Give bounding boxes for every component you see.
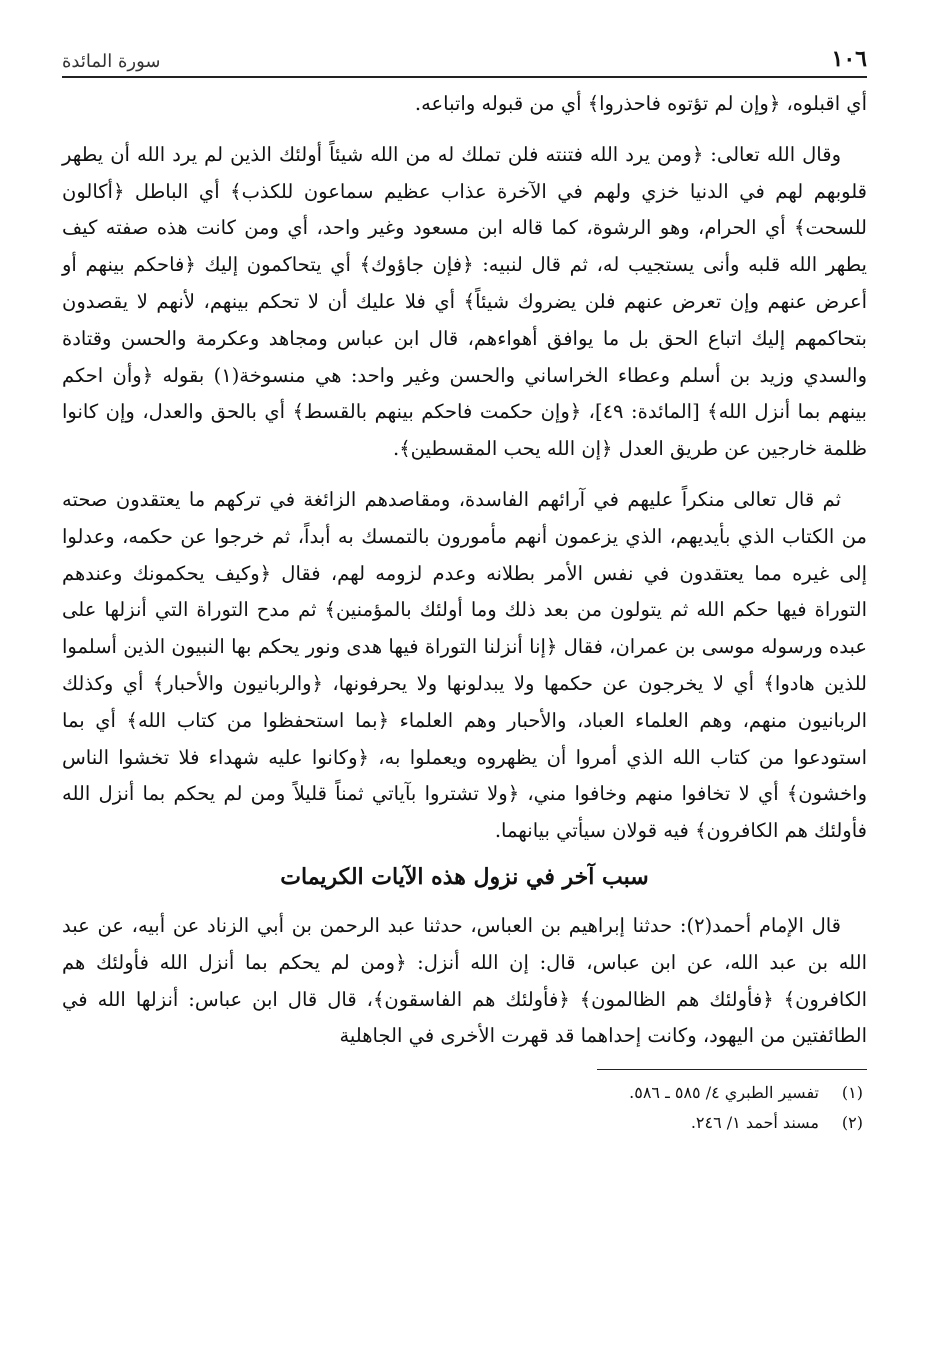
surah-title: سورة المائدة [62,51,161,72]
footnote-number: (٢) [841,1113,863,1133]
paragraph: وقال الله تعالى: ﴿ومن يرد الله فتنته فلن تملك له من الله شيئاً أولئك الذين لم يرد الله أن يطهر قلوبهم لهم في الدنيا خزي ولهم في الآخرة عذاب عظيم سماعون للكذب﴾ أي الباطل ﴿أكالون للسحت﴾ أي الحرام، وهو الرشوة، كما قاله ابن مسعود وغير واحد، أي ومن كانت هذه صفته كيف يطهر الله قلبه وأنى يستجيب له، ثم قال لنبيه: ﴿فإن جاؤوك﴾ أي يتحاكمون إليك ﴿فاحكم بينهم أو أعرض عنهم وإن تعرض عنهم فلن يضروك شيئاً﴾ أي فلا عليك أن لا تحكم بينهم، لأنهم لا يقصدون بتحاكمهم إليك اتباع الحق بل ما يوافق أهواءهم، قال ابن عباس ومجاهد وعكرمة والحسن وقتادة والسدي وزيد بن أسلم وعطاء الخراساني والحسن وغير واحد: هي منسوخة(١) بقوله ﴿وأن احكم بينهم بما أنزل الله﴾ [المائدة: ٤٩]، ﴿وإن حكمت فاحكم بينهم بالقسط﴾ أي بالحق والعدل، وإن كانوا ظلمة خارجين عن طريق العدل ﴿إن الله يحب المقسطين﴾. [62,142,867,461]
footnotes [62,1078,867,1138]
page-number: ١٠٦ [831,46,867,72]
book-page [62,40,867,1337]
footnote-divider [597,1069,867,1070]
footnote-number: (١) [841,1083,863,1103]
paragraph: ثم قال تعالى منكراً عليهم في آرائهم الفاسدة، ومقاصدهم الزائغة في تركهم ما يعتقدون صحته من الكتاب الذي بأيديهم، الذي يزعمون أنهم مأمورون بالتمسك به أبداً، ثم خرجوا عن حكمه، وعدلوا إلى غيره مما يعتقدون في نفس الأمر بطلانه وعدم لزومه لهم، فقال ﴿وكيف يحكمونك وعندهم التوراة فيها حكم الله ثم يتولون من بعد ذلك وما أولئك بالمؤمنين﴾ ثم مدح التوراة التي أنزلها على عبده ورسوله موسى بن عمران، فقال ﴿إنا أنزلنا التوراة فيها هدى ونور يحكم بها النبيون الذين أسلموا للذين هادوا﴾ أي لا يخرجون عن حكمها ولا يبدلونها ولا يحرفونها، ﴿والربانيون والأحبار﴾ أي وكذلك الربانيون منهم، وهم العلماء العباد، والأحبار وهم العلماء ﴿بما استحفظوا من كتاب الله﴾ أي بما استودعوا من كتاب الله الذي أمروا أن يظهروه ويعملوا به، ﴿وكانوا عليه شهداء فلا تخشوا الناس واخشون﴾ أي لا تخافوا منهم وخافوا مني، ﴿ولا تشتروا بآياتي ثمناً قليلاً ومن لم يحكم بما أنزل الله فأولئك هم الكافرون﴾ فيه قولان سيأتي بيانهما. [62,487,867,843]
body-text [62,86,867,1055]
running-header [62,40,867,78]
paragraph: قال الإمام أحمد(٢): حدثنا إبراهيم بن العباس، حدثنا عبد الرحمن بن أبي الزناد عن أبيه، عن عبد الله بن عبد الله، عن ابن عباس، قال: إن الله أنزل: ﴿ومن لم يحكم بما أنزل الله فأولئك هم الكافرون﴾ ﴿فأولئك هم الظالمون﴾ ﴿فأولئك هم الفاسقون﴾، قال قال ابن عباس: أنزلها الله في الطائفتين من اليهود، وكانت إحداهما قد قهرت الأخرى في الجاهلية [62,913,867,1048]
paragraph: أي اقبلوه، ﴿وإن لم تؤتوه فاحذروا﴾ أي من قبوله واتباعه. [414,92,867,115]
footnote [62,1078,867,1108]
section-heading: سبب آخر في نزول هذه الآيات الكريمات [280,863,649,890]
footnote-text: تفسير الطبري ٤/ ٥٨٥ ـ ٥٨٦. [629,1083,819,1103]
footnote-text: مسند أحمد ١/ ٢٤٦. [690,1113,819,1133]
footnote [62,1108,867,1138]
